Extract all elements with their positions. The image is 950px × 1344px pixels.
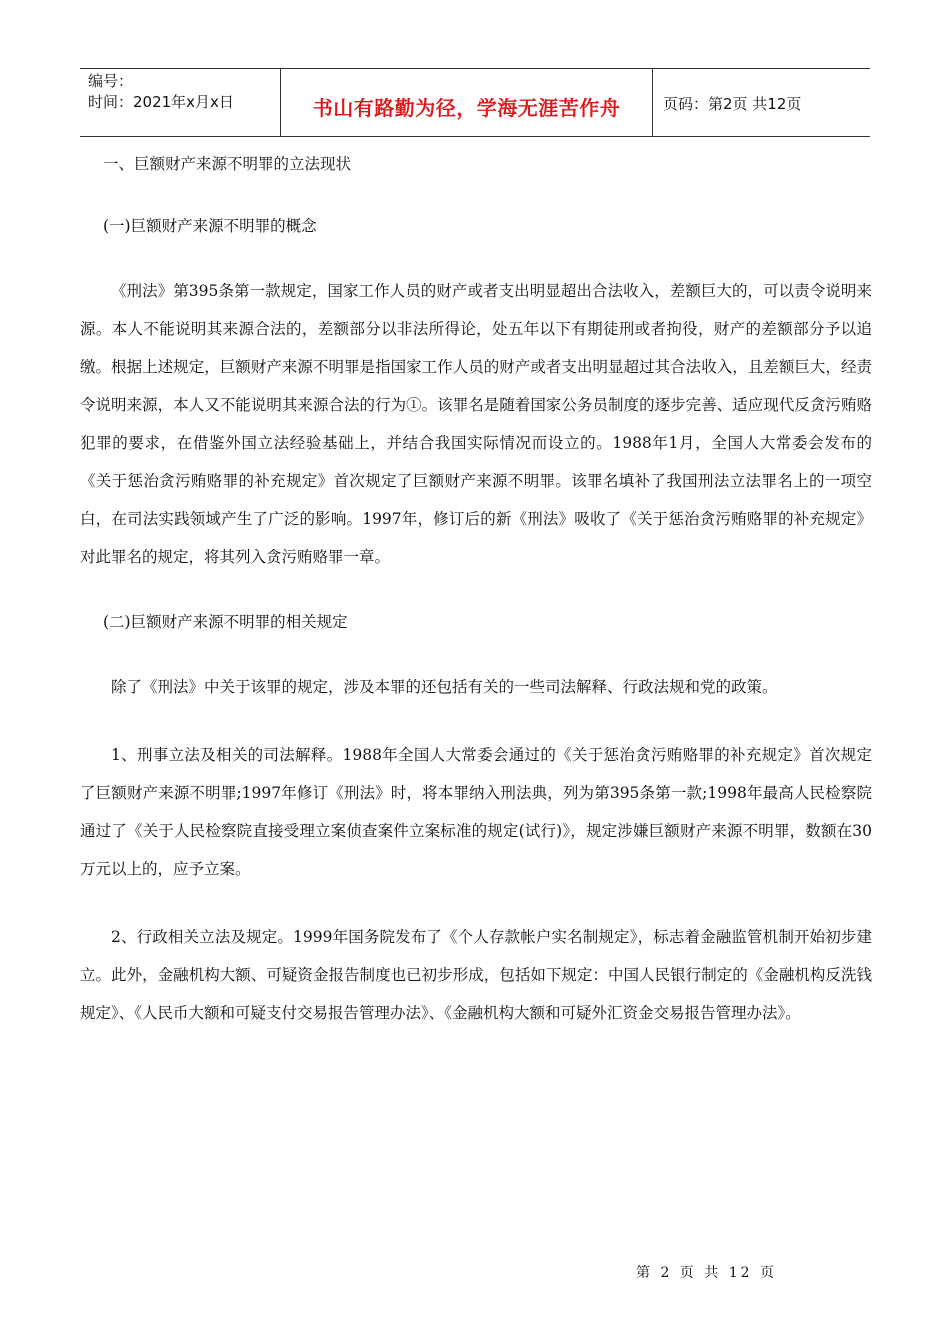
page-header (80, 68, 870, 137)
document-number-label: 编号： (88, 72, 134, 90)
paragraph-administrative: 2、行政相关立法及规定。1999年国务院发布了《个人存款帐户实名制规定》，标志着金融监管机制开始初步建立。此外，金融机构大额、可疑资金报告制度也已初步形成，包括如下规定：中国人民银行制定的《金融机构反洗钱规定》、《人民币大额和可疑支付交易报告管理办法》、《金融机构大额和可疑外汇资金交易报告管理办法》。 (80, 928, 872, 1022)
document-body (80, 148, 872, 1032)
page-footer: 第 2 页 共 12 页 (636, 1265, 777, 1281)
section-heading: 一、巨额财产来源不明罪的立法现状 (103, 155, 352, 173)
document-date-label: 时间：2021年x月x日 (88, 93, 234, 111)
header-page-label: 页码：第2页 共12页 (663, 95, 802, 113)
subsection-heading: (二)巨额财产来源不明罪的相关规定 (103, 613, 348, 631)
paragraph-concept: 《刑法》第395条第一款规定，国家工作人员的财产或者支出明显超出合法收入，差额巨大的，可以责令说明来源。本人不能说明其来源合法的，差额部分以非法所得论，处五年以下有期徒刑或者拘役，财产的差额部分予以追缴。根据上述规定，巨额财产来源不明罪是指国家工作人员的财产或者支出明显超过其合法收入，且差额巨大，经责令说明来源，本人又不能说明其来源合法的行为①。该罪名是随着国家公务员制度的逐步完善、适应现代反贪污贿赂犯罪的要求，在借鉴外国立法经验基础上，并结合我国实际情况而设立的。1988年1月，全国人大常委会发布的《关于惩治贪污贿赂罪的补充规定》首次规定了巨额财产来源不明罪。该罪名填补了我国刑法立法罪名上的一项空白，在司法实践领域产生了广泛的影响。1997年，修订后的新《刑法》吸收了《关于惩治贪污贿赂罪的补充规定》对此罪名的规定，将其列入贪污贿赂罪一章。 (80, 282, 872, 566)
subsection-heading: (一)巨额财产来源不明罪的概念 (103, 217, 317, 235)
paragraph-criminal-law: 1、刑事立法及相关的司法解释。1988年全国人大常委会通过的《关于惩治贪污贿赂罪的补充规定》首次规定了巨额财产来源不明罪;1997年修订《刑法》时，将本罪纳入刑法典，列为第395条第一款;1998年最高人民检察院通过了《关于人民检察院直接受理立案侦查案件立案标准的规定(试行)》，规定涉嫌巨额财产来源不明罪，数额在30万元以上的，应予立案。 (80, 746, 872, 878)
paragraph-intro: 除了《刑法》中关于该罪的规定，涉及本罪的还包括有关的一些司法解释、行政法规和党的政策。 (111, 678, 778, 696)
header-meta (80, 69, 281, 136)
header-motto: 书山有路勤为径，学海无涯苦作舟 (281, 69, 653, 136)
